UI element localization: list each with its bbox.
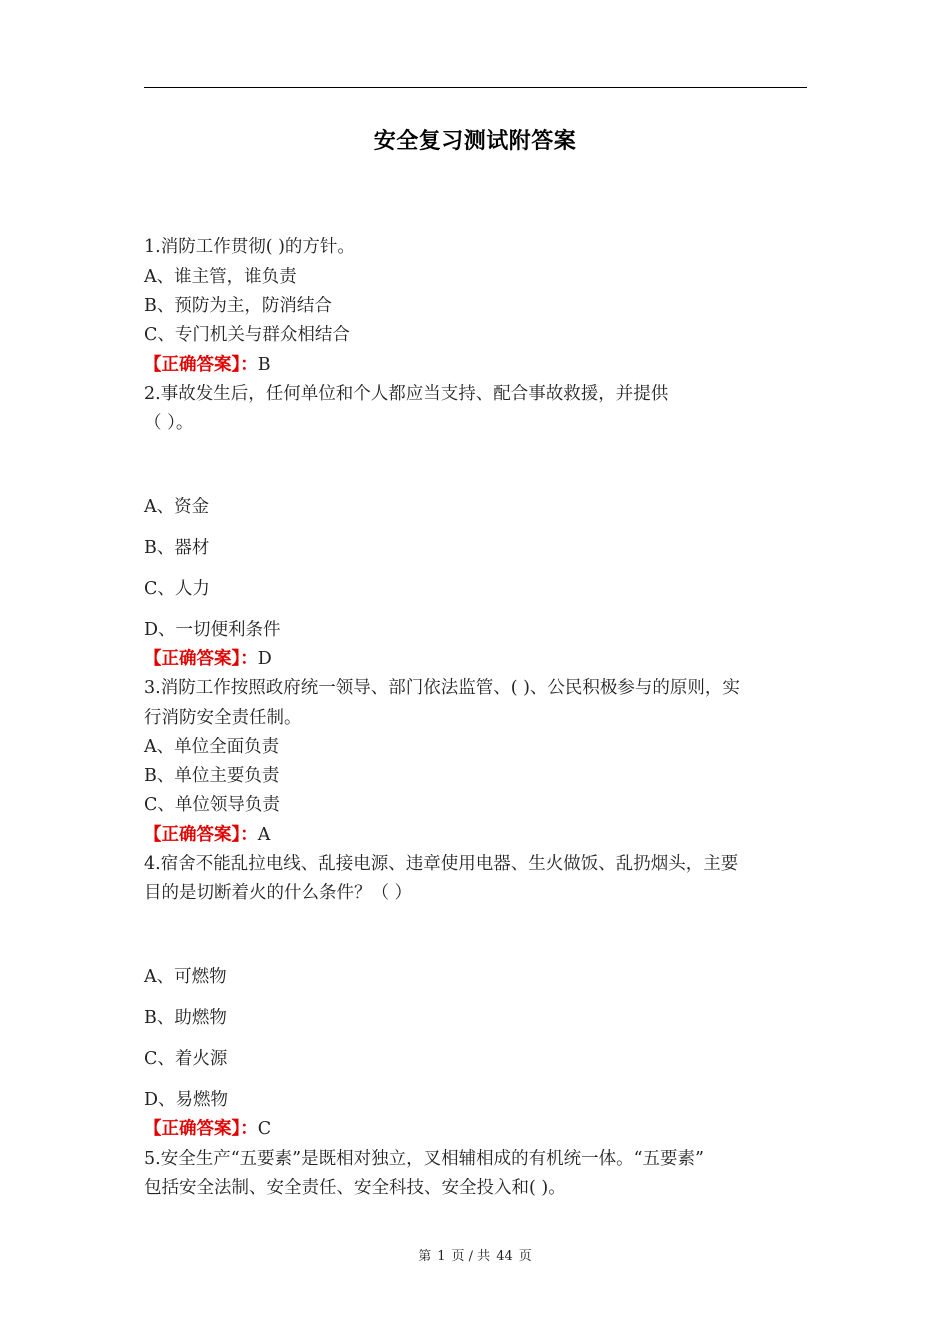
question-3-stem: 3.消防工作按照政府统一领导、部门依法监管、( )、公民积极参与的原则，实: [144, 678, 740, 698]
answer-label: 【正确答案】：: [144, 649, 258, 669]
answer-value: B: [257, 355, 271, 375]
question-2-option-d: D、一切便利条件: [144, 620, 281, 640]
question-3-option-b: B、单位主要负责: [144, 766, 280, 786]
question-2-stem: 2.事故发生后，任何单位和个人都应当支持、配合事故救援，并提供: [144, 384, 669, 404]
question-4-answer: [144, 1118, 271, 1140]
document-title: 安全复习测试附答案: [373, 129, 577, 154]
footer-total-pages: 44: [496, 1249, 513, 1264]
question-1-option-c: C、专门机关与群众相结合: [144, 325, 350, 345]
question-3-answer: [144, 824, 270, 846]
question-2-option-b: B、器材: [144, 538, 210, 558]
question-3-option-a: A、单位全面负责: [144, 737, 280, 757]
question-1-answer: [144, 354, 271, 376]
footer-mid: 页 / 共: [451, 1249, 491, 1264]
answer-value: C: [257, 1119, 272, 1139]
question-3-option-c: C、单位领导负责: [144, 795, 280, 815]
question-4-option-b: B、助燃物: [144, 1008, 227, 1028]
question-3-stem-cont: 行消防安全责任制。: [144, 708, 302, 728]
footer-page-number: 1: [437, 1249, 446, 1264]
question-2-answer: [144, 648, 272, 670]
footer-prefix: 第: [418, 1249, 432, 1264]
answer-label: 【正确答案】：: [144, 825, 258, 845]
question-1-option-a: A、谁主管，谁负责: [144, 267, 297, 287]
question-4-option-a: A、可燃物: [144, 967, 227, 987]
question-2-option-a: A、资金: [144, 497, 210, 517]
question-2-stem-cont: （ ）。: [144, 413, 194, 433]
answer-value: A: [257, 825, 271, 845]
header-rule: [144, 87, 807, 88]
question-4-option-d: D、易燃物: [144, 1090, 229, 1110]
question-4-stem-cont: 目的是切断着火的什么条件？（ ）: [144, 883, 413, 903]
question-4-option-c: C、着火源: [144, 1049, 228, 1069]
answer-label: 【正确答案】：: [144, 355, 258, 375]
footer-suffix: 页: [518, 1249, 532, 1264]
question-4-stem: 4.宿舍不能乱拉电线、乱接电源、违章使用电器、生火做饭、乱扔烟头，主要: [144, 854, 739, 874]
question-1-stem: 1.消防工作贯彻( )的方针。: [144, 237, 355, 257]
answer-label: 【正确答案】：: [144, 1119, 258, 1139]
page-footer: [0, 1245, 950, 1264]
question-1-option-b: B、预防为主，防消结合: [144, 296, 332, 316]
question-2-option-c: C、人力: [144, 579, 210, 599]
question-5-stem: 5.安全生产“五要素”是既相对独立，叉相辅相成的有机统一体。“五要素”: [144, 1149, 704, 1169]
question-5-stem-cont: 包括安全法制、安全责任、安全科技、安全投入和( )。: [144, 1178, 566, 1198]
answer-value: D: [257, 649, 272, 669]
